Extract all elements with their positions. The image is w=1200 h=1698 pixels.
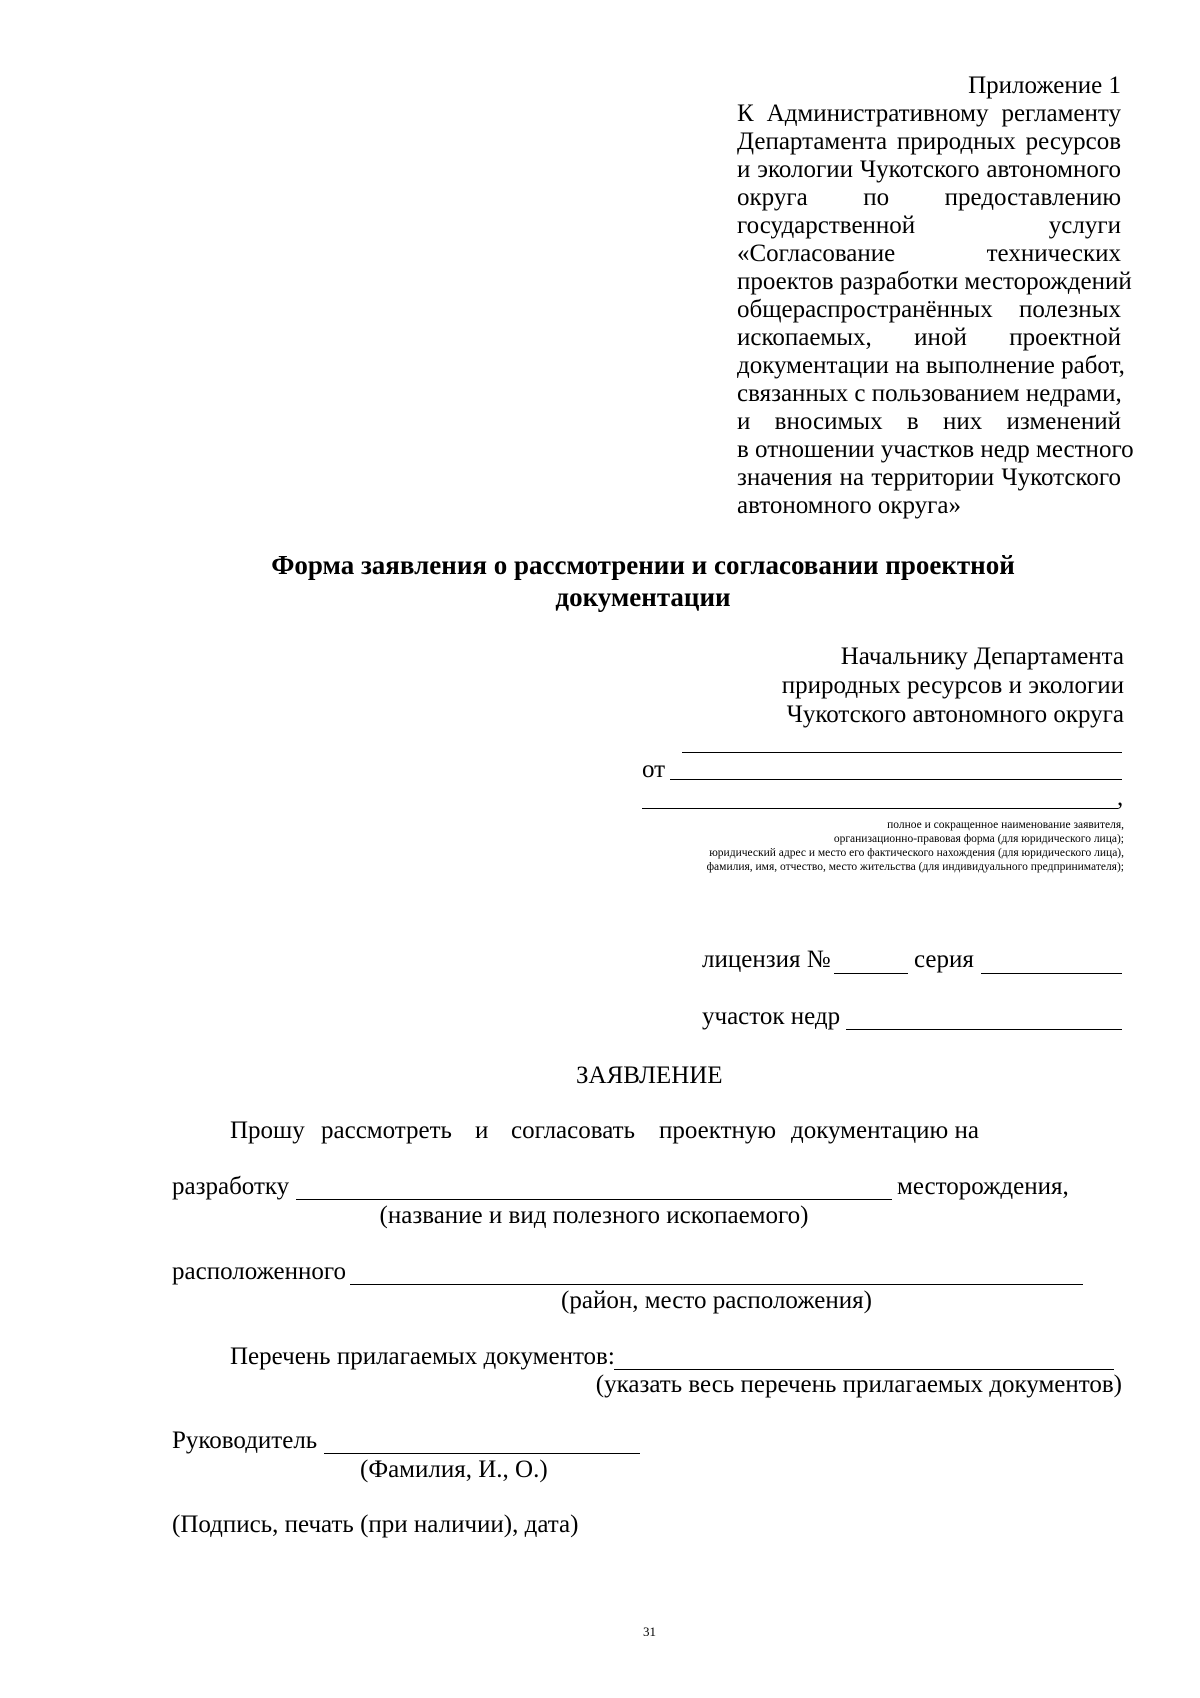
appendix-line: общераспространённых полезных (737, 296, 1121, 323)
license-series-label: серия (914, 946, 974, 973)
form-title (160, 549, 1126, 613)
statement-heading: ЗАЯВЛЕНИЕ (576, 1062, 723, 1089)
development-label: разработку (172, 1173, 290, 1200)
documents-field[interactable] (614, 1369, 1114, 1370)
appendix-line: и вносимых в них изменений (737, 408, 1121, 435)
license-series-field[interactable] (981, 973, 1122, 974)
page-number: 31 (643, 1624, 656, 1639)
addressee-line1: Начальнику Департамента (840, 643, 1124, 670)
from-label: от (642, 756, 666, 783)
appendix-line: автономного округа» (737, 492, 962, 519)
license-number-field[interactable] (834, 973, 908, 974)
mineral-caption: (название и вид полезного ископаемого) (379, 1202, 809, 1229)
license-number-label: лицензия № (702, 946, 831, 973)
location-field[interactable] (350, 1284, 1083, 1285)
form-title-line1: Форма заявления о рассмотрении и согласовании проектной (271, 550, 1015, 580)
appendix-line: и экологии Чукотского автономного (737, 156, 1121, 183)
mineral-field[interactable] (296, 1199, 892, 1200)
appendix-block (737, 72, 1134, 520)
appendix-line: в отношении участков недр местного (737, 436, 1134, 463)
appendix-line: «Согласование технических (737, 240, 1121, 267)
applicant-note-line4: фамилия, имя, отчество, место жительства (для индивидуального предпринимателя); (706, 861, 1124, 873)
appendix-line: связанных с пользованием недрами, (737, 380, 1122, 407)
applicant-note-line2: организационно-правовая форма (для юридического лица); (833, 833, 1124, 845)
applicant-blank-line-2[interactable] (670, 779, 1122, 780)
subsoil-field[interactable] (846, 1029, 1122, 1030)
request-word-5: проектную (659, 1117, 777, 1144)
documents-caption: (указать весь перечень прилагаемых документов) (595, 1371, 1122, 1398)
documents-label: Перечень прилагаемых документов: (230, 1343, 615, 1370)
appendix-title: Приложение 1 (968, 72, 1121, 99)
applicant-note-line1: полное и сокращенное наименование заявителя, (887, 819, 1124, 831)
name-caption: (Фамилия, И., О.) (360, 1456, 548, 1483)
appendix-line: государственной услуги (737, 212, 1121, 239)
request-word-1: Прошу (230, 1117, 305, 1144)
addressee-line2: природных ресурсов и экологии (781, 672, 1124, 699)
appendix-line: документации на выполнение работ, (737, 352, 1125, 379)
appendix-text (737, 100, 1134, 520)
subsoil-label: участок недр (702, 1003, 841, 1030)
request-word-2: рассмотреть (321, 1117, 452, 1144)
appendix-line: проектов разработки месторождений (737, 268, 1132, 295)
appendix-line: округа по предоставлению (737, 184, 1121, 211)
signature-line: (Подпись, печать (при наличии), дата) (172, 1511, 579, 1538)
appendix-line: К Административному регламенту (737, 100, 1121, 127)
request-word-6: документацию на (791, 1117, 979, 1144)
location-caption: (район, место расположения) (561, 1287, 872, 1314)
appendix-line: ископаемых, иной проектной (737, 324, 1121, 351)
head-label: Руководитель (172, 1427, 318, 1454)
applicant-note-line3: юридический адрес и место его фактического нахождения (для юридического лица), (709, 847, 1124, 859)
appendix-line: Департамента природных ресурсов (737, 128, 1121, 155)
request-word-4: согласовать (511, 1117, 635, 1144)
comma: , (1117, 784, 1124, 811)
head-name-field[interactable] (324, 1453, 640, 1454)
request-word-3: и (475, 1117, 489, 1144)
addressee (782, 642, 1124, 729)
addressee-line3: Чукотского автономного округа (786, 701, 1124, 728)
applicant-blank-line-1[interactable] (682, 752, 1122, 753)
applicant-note (707, 818, 1124, 874)
deposit-label: месторождения, (897, 1173, 1069, 1200)
form-title-line2: документации (555, 582, 731, 612)
applicant-blank-line-3[interactable] (642, 808, 1118, 809)
located-label: расположенного (172, 1258, 347, 1285)
appendix-line: значения на территории Чукотского (737, 464, 1121, 491)
